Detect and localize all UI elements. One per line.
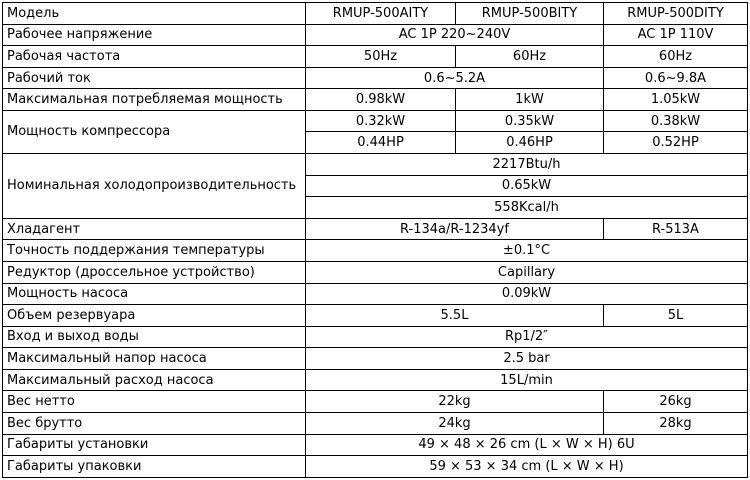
tank-volume-d: 5L xyxy=(604,305,748,327)
label-cooling-capacity: Номинальная холодопроизводительность xyxy=(3,154,306,219)
label-unit-dims: Габариты установки xyxy=(3,434,306,456)
cooling-kcal: 558Kcal/h xyxy=(306,197,748,219)
spec-table xyxy=(2,2,748,478)
row-current xyxy=(3,67,748,89)
header-model-d: RMUP-500DITY xyxy=(604,3,748,25)
pump-flow-value: 15L/min xyxy=(306,369,748,391)
compressor-hp-a: 0.44HP xyxy=(306,132,456,154)
temp-accuracy-value: ±0.1°C xyxy=(306,240,748,262)
package-dims-value: 59 × 53 × 34 cm (L × W × H) xyxy=(306,456,748,478)
row-pump-power xyxy=(3,283,748,305)
label-voltage: Рабочее напряжение xyxy=(3,24,306,46)
label-frequency: Рабочая частота xyxy=(3,46,306,68)
label-tank-volume: Объем резервуара xyxy=(3,305,306,327)
header-model: Модель xyxy=(3,3,306,25)
label-water-io: Вход и выход воды xyxy=(3,326,306,348)
reducer-value: Capillary xyxy=(306,261,748,283)
cooling-kw: 0.65kW xyxy=(306,175,748,197)
current-ab: 0.6~5.2A xyxy=(306,67,604,89)
label-current: Рабочий ток xyxy=(3,67,306,89)
row-gross-weight xyxy=(3,412,748,434)
max-power-d: 1.05kW xyxy=(604,89,748,111)
label-temp-accuracy: Точность поддержания температуры xyxy=(3,240,306,262)
row-model xyxy=(3,3,748,25)
label-package-dims: Габариты упаковки xyxy=(3,456,306,478)
label-pump-head: Максимальный напор насоса xyxy=(3,348,306,370)
row-refrigerant xyxy=(3,218,748,240)
label-reducer: Редуктор (дроссельное устройство) xyxy=(3,261,306,283)
frequency-d: 60Hz xyxy=(604,46,748,68)
row-temp-accuracy xyxy=(3,240,748,262)
compressor-kw-d: 0.38kW xyxy=(604,110,748,132)
pump-power-value: 0.09kW xyxy=(306,283,748,305)
current-d: 0.6~9.8A xyxy=(604,67,748,89)
row-package-dims xyxy=(3,456,748,478)
voltage-d: AC 1P 110V xyxy=(604,24,748,46)
gross-weight-d: 28kg xyxy=(604,412,748,434)
row-frequency xyxy=(3,46,748,68)
row-max-power xyxy=(3,89,748,111)
compressor-hp-d: 0.52HP xyxy=(604,132,748,154)
label-pump-power: Мощность насоса xyxy=(3,283,306,305)
net-weight-d: 26kg xyxy=(604,391,748,413)
row-voltage xyxy=(3,24,748,46)
compressor-kw-a: 0.32kW xyxy=(306,110,456,132)
label-refrigerant: Хладагент xyxy=(3,218,306,240)
gross-weight-ab: 24kg xyxy=(306,412,604,434)
tank-volume-ab: 5.5L xyxy=(306,305,604,327)
pump-head-value: 2.5 bar xyxy=(306,348,748,370)
label-gross-weight: Вес брутто xyxy=(3,412,306,434)
frequency-b: 60Hz xyxy=(456,46,604,68)
frequency-a: 50Hz xyxy=(306,46,456,68)
header-model-a: RMUP-500AITY xyxy=(306,3,456,25)
row-unit-dims xyxy=(3,434,748,456)
row-pump-head xyxy=(3,348,748,370)
cooling-btu: 2217Btu/h xyxy=(306,154,748,176)
row-net-weight xyxy=(3,391,748,413)
refrigerant-ab: R-134a/R-1234yf xyxy=(306,218,604,240)
row-cooling-btu xyxy=(3,154,748,176)
row-compressor-kw xyxy=(3,110,748,132)
label-pump-flow: Максимальный расход насоса xyxy=(3,369,306,391)
label-max-power: Максимальная потребляемая мощность xyxy=(3,89,306,111)
row-tank-volume xyxy=(3,305,748,327)
voltage-ab: AC 1P 220~240V xyxy=(306,24,604,46)
net-weight-ab: 22kg xyxy=(306,391,604,413)
header-model-b: RMUP-500BITY xyxy=(456,3,604,25)
row-pump-flow xyxy=(3,369,748,391)
max-power-a: 0.98kW xyxy=(306,89,456,111)
water-io-value: Rp1/2″ xyxy=(306,326,748,348)
row-water-io xyxy=(3,326,748,348)
unit-dims-value: 49 × 48 × 26 cm (L × W × H) 6U xyxy=(306,434,748,456)
max-power-b: 1kW xyxy=(456,89,604,111)
compressor-kw-b: 0.35kW xyxy=(456,110,604,132)
refrigerant-d: R-513A xyxy=(604,218,748,240)
label-net-weight: Вес нетто xyxy=(3,391,306,413)
compressor-hp-b: 0.46HP xyxy=(456,132,604,154)
row-reducer xyxy=(3,261,748,283)
label-compressor-power: Мощность компрессора xyxy=(3,110,306,153)
